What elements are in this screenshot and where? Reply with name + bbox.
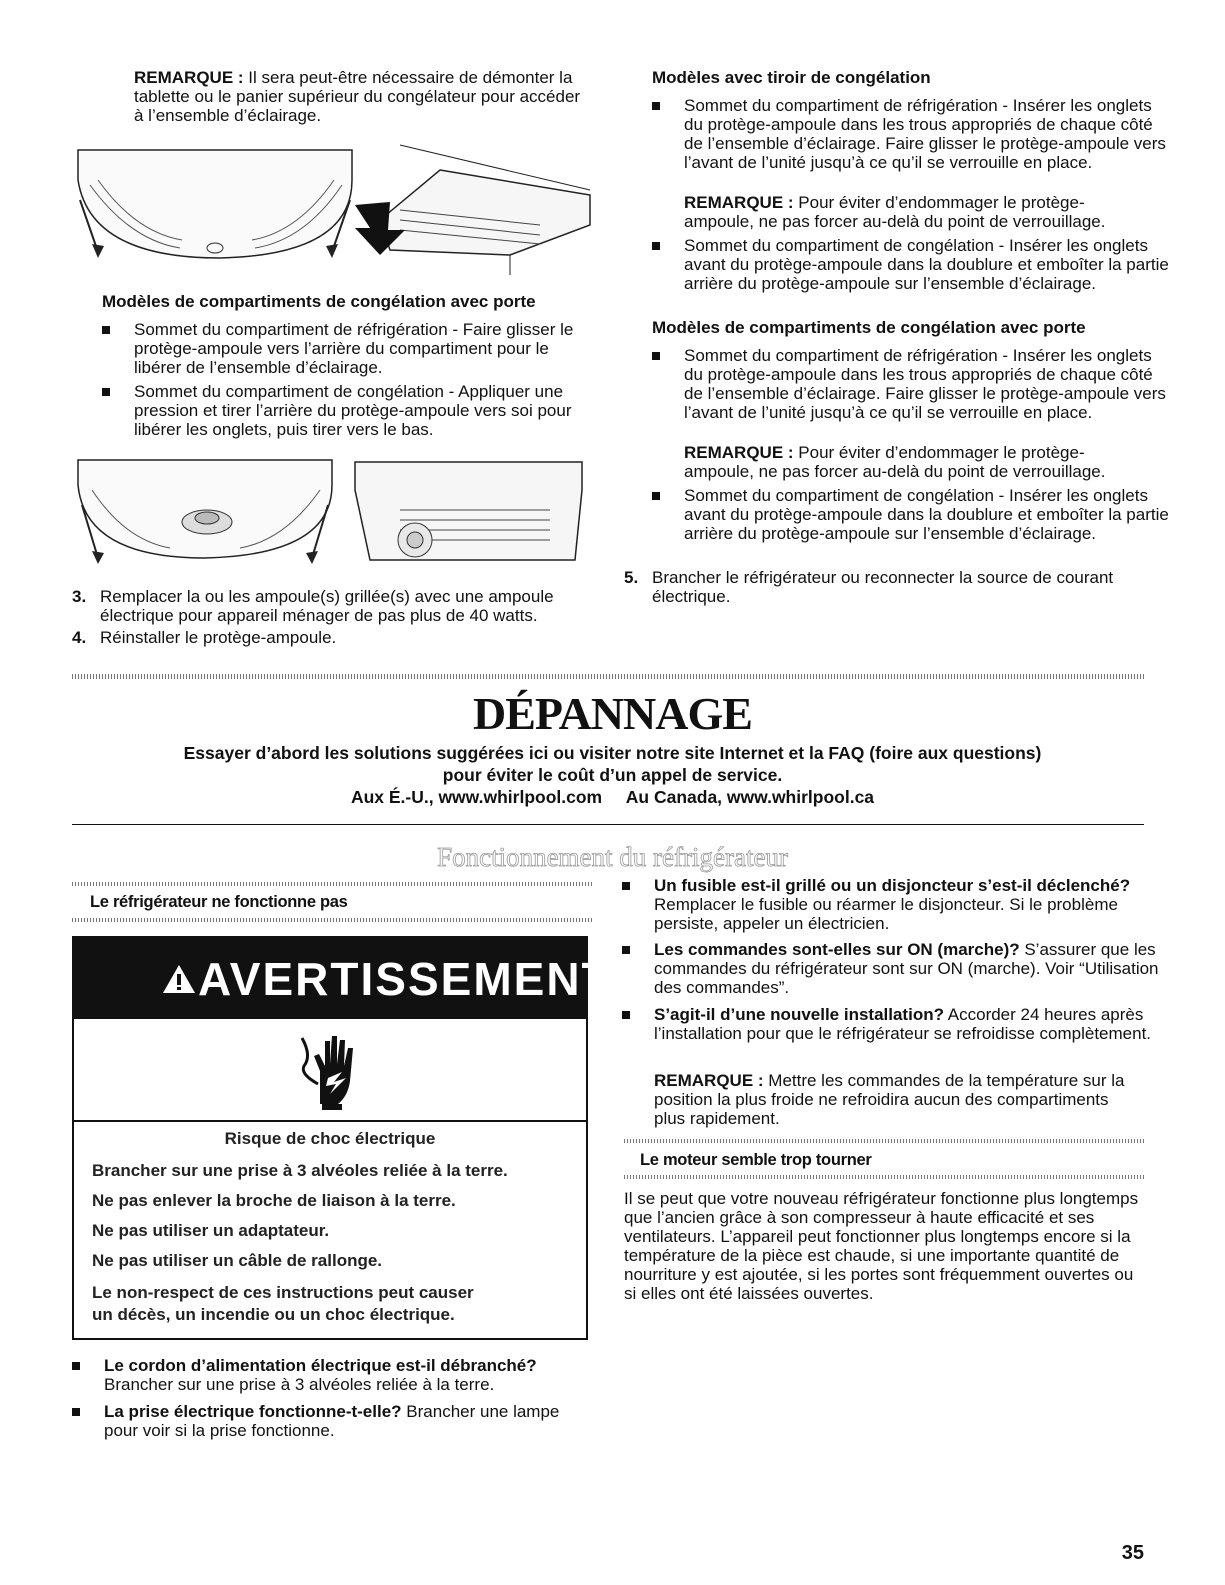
warning-title: AVERTISSEMENT (198, 953, 612, 1005)
bullet-icon (102, 388, 110, 396)
list-item (652, 346, 1174, 422)
bullet-icon (622, 946, 630, 954)
divider (72, 674, 1144, 679)
answer: Remplacer le fusible ou réarmer le disjoncteur. Si le problème persiste, appeler un électricien. (654, 895, 1118, 933)
warning-line: Ne pas utiliser un adaptateur. (92, 1221, 330, 1240)
warning-divider (74, 1120, 586, 1122)
subheading: Le réfrigérateur ne fonctionne pas (90, 893, 348, 911)
note-text: Pour éviter d’endommager le protège-ampoule, ne pas forcer au-delà du point de verrouillage. (684, 193, 1106, 231)
note-text: Il sera peut-être nécessaire de démonter la tablette ou le panier supérieur du congélateur pour accéder à l’ensemble d’éclairage. (134, 68, 581, 125)
answer: S’assurer que les commandes du réfrigérateur sont sur ON (marche). Voir “Utilisation des commandes”. (654, 940, 1159, 997)
question: Un fusible est-il grillé ou un disjoncteur s’est-il déclenché? (654, 876, 1131, 895)
list-item (652, 236, 1174, 293)
note-label: REMARQUE : (134, 68, 244, 87)
list-item-text: Sommet du compartiment de réfrigération - Faire glisser le protège-ampoule vers l’arrière du compartiment pour le libérer de l’ensemble d’éclairage. (134, 320, 574, 377)
list-item (652, 486, 1174, 543)
light-cover-figure-1 (70, 140, 600, 285)
divider (624, 1139, 1144, 1143)
list-item (102, 320, 589, 377)
light-cover-figure-2 (70, 450, 600, 580)
intro-line-1: Essayer d’abord les solutions suggérées ici ou visiter notre site Internet et la FAQ (foire aux questions) (183, 743, 1042, 763)
warning-line: Ne pas utiliser un câble de rallonge. (92, 1251, 383, 1270)
page-number: 35 (1121, 1542, 1144, 1564)
section-title-freezer-door-models-right: Modèles de compartiments de congélation avec porte (652, 318, 1086, 337)
warning-line: un décès, un incendie ou un choc électrique. (92, 1305, 455, 1324)
body-paragraph: Il se peut que votre nouveau réfrigérateur fonctionne plus longtemps que l’ancien grâce à son compresseur à haute efficacité et ses ventilateurs. L’appareil peut fonctionner plus longtemps encore si la température de la pièce est chaude, si une importante quantité de nourriture y est ajoutée, si les portes sont fréquemment ouvertes ou si elles ont été laissées ouvertes. (624, 1189, 1139, 1303)
note-paragraph (684, 443, 1142, 481)
section-heading: Fonctionnement du réfrigérateur (437, 842, 788, 872)
bullet-icon (652, 492, 660, 500)
list-item (72, 1356, 592, 1394)
list-item (652, 96, 1174, 172)
note-label: REMARQUE : (684, 443, 794, 462)
list-item (622, 876, 1174, 933)
divider (72, 918, 592, 922)
note-label: REMARQUE : (654, 1071, 764, 1090)
warning-header (74, 938, 612, 1019)
note-paragraph (134, 68, 589, 125)
list-item-text: Sommet du compartiment de congélation - Insérer les onglets avant du protège-ampoule dans la doublure et emboîter la partie arrière du protège-ampoule sur l’ensemble d’éclairage. (684, 236, 1169, 293)
answer: Brancher sur une prise à 3 alvéoles reliée à la terre. (104, 1375, 495, 1394)
warning-line: Ne pas enlever la broche de liaison à la terre. (92, 1191, 456, 1210)
step-text: Réinstaller le protège-ampoule. (100, 628, 337, 647)
list-item-text: Sommet du compartiment de congélation - Insérer les onglets avant du protège-ampoule dans la doublure et emboîter la partie arrière du protège-ampoule sur l’ensemble d’éclairage. (684, 486, 1169, 543)
bullet-icon (72, 1362, 80, 1370)
list-item (622, 940, 1174, 997)
bullet-icon (652, 242, 660, 250)
warning-line: Brancher sur une prise à 3 alvéoles reliée à la terre. (92, 1161, 508, 1180)
step-text: Brancher le réfrigérateur ou reconnecter la source de courant électrique. (652, 568, 1114, 606)
divider (624, 1175, 1144, 1179)
section-title-freezer-drawer-models: Modèles avec tiroir de congélation (652, 68, 931, 87)
rule (72, 824, 1144, 825)
warning-line: Le non-respect de ces instructions peut causer (92, 1283, 474, 1302)
page-title: DÉPANNAGE (473, 688, 752, 739)
note-text: Pour éviter d’endommager le protège-ampoule, ne pas forcer au-delà du point de verrouillage. (684, 443, 1106, 481)
list-item-text: Sommet du compartiment de réfrigération - Insérer les onglets du protège-ampoule dans les trous appropriés de chaque côté de l’ensemble d’éclairage. Faire glisser le protège-ampoule vers l’avant de l’unité jusqu’à ce qu’il se verrouille en place. (684, 346, 1166, 422)
electric-shock-hand-icon (292, 1026, 372, 1116)
bullet-icon (72, 1408, 80, 1416)
step-number: 4. (72, 628, 87, 647)
list-item (72, 1402, 592, 1440)
question: S’agit-il d’une nouvelle installation? (654, 1005, 944, 1024)
step-text: Remplacer la ou les ampoule(s) grillée(s) avec une ampoule électrique pour appareil ménager de pas plus de 40 watts. (100, 587, 554, 625)
subheading: Le moteur semble trop tourner (640, 1151, 872, 1169)
list-item-text: Sommet du compartiment de congélation - Appliquer une pression et tirer l’arrière du protège-ampoule vers soi pour libérer les onglets, puis tirer vers le bas. (134, 382, 572, 439)
question: La prise électrique fonctionne-t-elle? (104, 1402, 402, 1421)
list-item-text: Sommet du compartiment de réfrigération - Insérer les onglets du protège-ampoule dans les trous appropriés de chaque côté de l’ensemble d’éclairage. Faire glisser le protège-ampoule vers l’avant de l’unité jusqu’à ce qu’il se verrouille en place. (684, 96, 1166, 172)
warning-hazard: Risque de choc électrique (224, 1129, 436, 1148)
bullet-icon (652, 352, 660, 360)
list-item (102, 382, 589, 439)
divider (72, 882, 592, 886)
step-number: 3. (72, 587, 87, 606)
bullet-icon (622, 882, 630, 890)
bullet-icon (622, 1011, 630, 1019)
step-5 (624, 568, 1172, 606)
note-text: Mettre les commandes de la température sur la position la plus froide ne refroidira aucun des compartiments plus rapidement. (654, 1071, 1125, 1128)
step-number: 5. (624, 568, 639, 587)
intro-block (0, 742, 1225, 808)
question: Les commandes sont-elles sur ON (marche)? (654, 940, 1020, 959)
intro-line-3: Aux É.-U., www.whirlpool.com Au Canada, www.whirlpool.ca (350, 787, 875, 807)
note-paragraph (654, 1071, 1142, 1128)
step-4 (72, 628, 620, 647)
step-3 (72, 587, 620, 625)
question: Le cordon d’alimentation électrique est-il débranché? (104, 1356, 537, 1375)
warning-triangle-icon (162, 964, 196, 994)
warning-box (72, 936, 612, 1340)
intro-line-2: pour éviter le coût d’un appel de service. (442, 765, 783, 785)
bullet-icon (652, 102, 660, 110)
answer: Accorder 24 heures après l’installation pour que le réfrigérateur se refroidisse complètement. (654, 1005, 1152, 1043)
section-title-freezer-door-models: Modèles de compartiments de congélation avec porte (102, 292, 536, 311)
note-paragraph (684, 193, 1142, 231)
bullet-icon (102, 326, 110, 334)
answer: Brancher une lampe pour voir si la prise fonctionne. (104, 1402, 560, 1440)
list-item (622, 1005, 1174, 1043)
note-label: REMARQUE : (684, 193, 794, 212)
